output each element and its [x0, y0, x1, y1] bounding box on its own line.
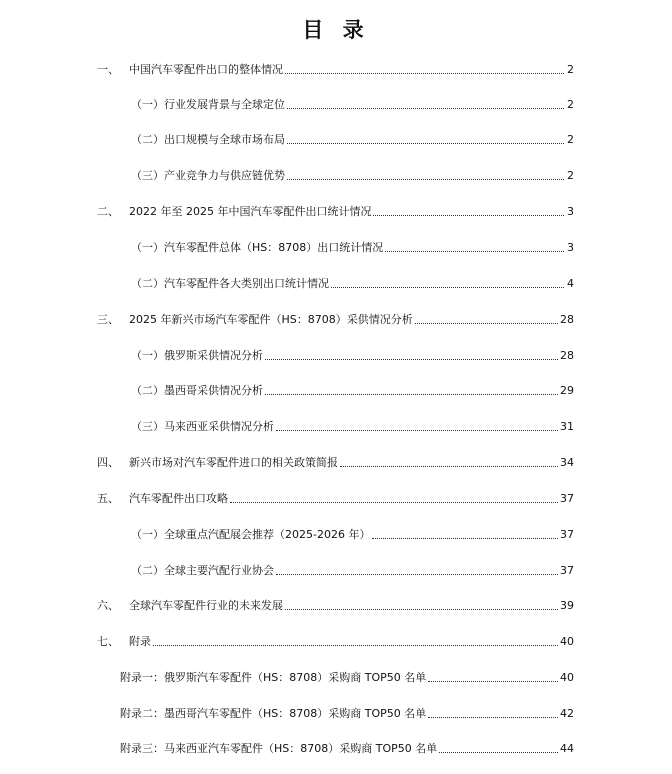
toc-entry-page: 2	[567, 133, 574, 146]
dot-leader	[373, 215, 564, 216]
dot-leader	[287, 179, 564, 180]
toc-entry-number: （三）	[131, 169, 164, 182]
toc-entry-1-1[interactable]	[131, 93, 574, 113]
toc-entry-number: （一）	[131, 98, 164, 111]
dot-leader	[372, 538, 558, 539]
toc-entry-text: 汽车零配件出口攻略	[129, 492, 228, 505]
toc-entry-text: 附录三：马来西亚汽车零配件（HS：8708）采购商 TOP50 名单	[120, 742, 438, 755]
dot-leader	[428, 717, 558, 718]
toc-entry-text: 俄罗斯采供情况分析	[164, 349, 263, 362]
toc-entry-page: 40	[560, 671, 574, 684]
toc-entry-number: 四、	[97, 456, 119, 469]
toc-entry-7[interactable]	[97, 630, 574, 650]
dot-leader	[285, 73, 564, 74]
toc-entry-text: 出口规模与全球市场布局	[164, 133, 285, 146]
toc-entry-number: 七、	[97, 635, 119, 648]
toc-entry-text: 附录二：墨西哥汽车零配件（HS：8708）采购商 TOP50 名单	[120, 707, 427, 720]
toc-entry-text: 附录一：俄罗斯汽车零配件（HS：8708）采购商 TOP50 名单	[120, 671, 427, 684]
toc-entry-text: 中国汽车零配件出口的整体情况	[129, 63, 283, 76]
dot-leader	[439, 752, 558, 753]
toc-entry-text: 墨西哥采供情况分析	[164, 384, 263, 397]
dot-leader	[265, 394, 558, 395]
toc-entry-page: 4	[567, 277, 574, 290]
toc-entry-5-1[interactable]	[131, 523, 574, 543]
toc-entry-text: 全球重点汽配展会推荐（2025-2026 年）	[164, 528, 371, 541]
toc-entry-page: 40	[560, 635, 574, 648]
dot-leader	[265, 359, 558, 360]
toc-entry-page: 39	[560, 599, 574, 612]
toc-entry-page: 31	[560, 420, 574, 433]
dot-leader	[287, 143, 564, 144]
toc-entry-number: （一）	[131, 241, 164, 254]
dot-leader	[285, 609, 558, 610]
toc-entry-page: 2	[567, 98, 574, 111]
toc-entry-text: 马来西亚采供情况分析	[164, 420, 274, 433]
toc-title: 目 录	[302, 18, 370, 42]
dot-leader	[153, 645, 558, 646]
toc-entry-number: （二）	[131, 133, 164, 146]
toc-entry-3-1[interactable]	[131, 344, 574, 364]
toc-entry-number: （三）	[131, 420, 164, 433]
dot-leader	[415, 323, 558, 324]
toc-entry-page: 3	[567, 205, 574, 218]
toc-entry-page: 28	[560, 313, 574, 326]
dot-leader	[428, 681, 558, 682]
toc-entry-text: 全球汽车零配件行业的未来发展	[129, 599, 283, 612]
toc-entry-text: 汽车零配件总体（HS：8708）出口统计情况	[164, 241, 384, 254]
dot-leader	[276, 574, 558, 575]
toc-entry-4[interactable]	[97, 451, 574, 471]
toc-entry-number: 二、	[97, 205, 119, 218]
toc-entry-number: 六、	[97, 599, 119, 612]
dot-leader	[331, 287, 564, 288]
dot-leader	[276, 430, 558, 431]
toc-entry-text: 附录	[129, 635, 151, 648]
toc-entry-appendix-1[interactable]	[120, 666, 574, 686]
toc-entry-1-2[interactable]	[131, 128, 574, 148]
toc-entry-page: 34	[560, 456, 574, 469]
toc-entry-number: 一、	[97, 63, 119, 76]
dot-leader	[340, 466, 558, 467]
toc-entry-page: 37	[560, 528, 574, 541]
toc-entry-text: 全球主要汽配行业协会	[164, 564, 274, 577]
toc-entry-3-3[interactable]	[131, 415, 574, 435]
toc-entry-page: 28	[560, 349, 574, 362]
toc-entry-appendix-2[interactable]	[120, 702, 574, 722]
toc-entry-text: 2022 年至 2025 年中国汽车零配件出口统计情况	[129, 205, 372, 218]
toc-entry-page: 3	[567, 241, 574, 254]
dot-leader	[385, 251, 564, 252]
toc-entry-page: 44	[560, 742, 574, 755]
toc-entry-text: 新兴市场对汽车零配件进口的相关政策简报	[129, 456, 338, 469]
toc-entry-page: 2	[567, 63, 574, 76]
toc-entry-number: 五、	[97, 492, 119, 505]
toc-entry-2-2[interactable]	[131, 272, 574, 292]
toc-entry-2-1[interactable]	[131, 236, 574, 256]
toc-entry-number: （二）	[131, 564, 164, 577]
toc-entry-page: 2	[567, 169, 574, 182]
toc-entry-page: 29	[560, 384, 574, 397]
toc-entry-3[interactable]	[97, 308, 574, 328]
toc-entry-page: 42	[560, 707, 574, 720]
toc-entry-number: （一）	[131, 349, 164, 362]
toc-entry-text: 汽车零配件各大类别出口统计情况	[164, 277, 329, 290]
dot-leader	[287, 108, 564, 109]
toc-entry-number: （二）	[131, 277, 164, 290]
toc-entry-1[interactable]	[97, 58, 574, 78]
toc-entry-text: 产业竞争力与供应链优势	[164, 169, 285, 182]
toc-entry-1-3[interactable]	[131, 164, 574, 184]
toc-entry-appendix-3[interactable]	[120, 737, 574, 757]
toc-entry-number: 三、	[97, 313, 119, 326]
toc-entry-5[interactable]	[97, 487, 574, 507]
toc-entry-page: 37	[560, 564, 574, 577]
toc-entry-number: （二）	[131, 384, 164, 397]
toc-entry-page: 37	[560, 492, 574, 505]
dot-leader	[230, 502, 558, 503]
toc-entry-2[interactable]	[97, 200, 574, 220]
toc-entry-text: 2025 年新兴市场汽车零配件（HS：8708）采供情况分析	[129, 313, 413, 326]
toc-entry-5-2[interactable]	[131, 559, 574, 579]
toc-entry-3-2[interactable]	[131, 379, 574, 399]
toc-entry-6[interactable]	[97, 594, 574, 614]
toc-entry-text: 行业发展背景与全球定位	[164, 98, 285, 111]
toc-entry-number: （一）	[131, 528, 164, 541]
